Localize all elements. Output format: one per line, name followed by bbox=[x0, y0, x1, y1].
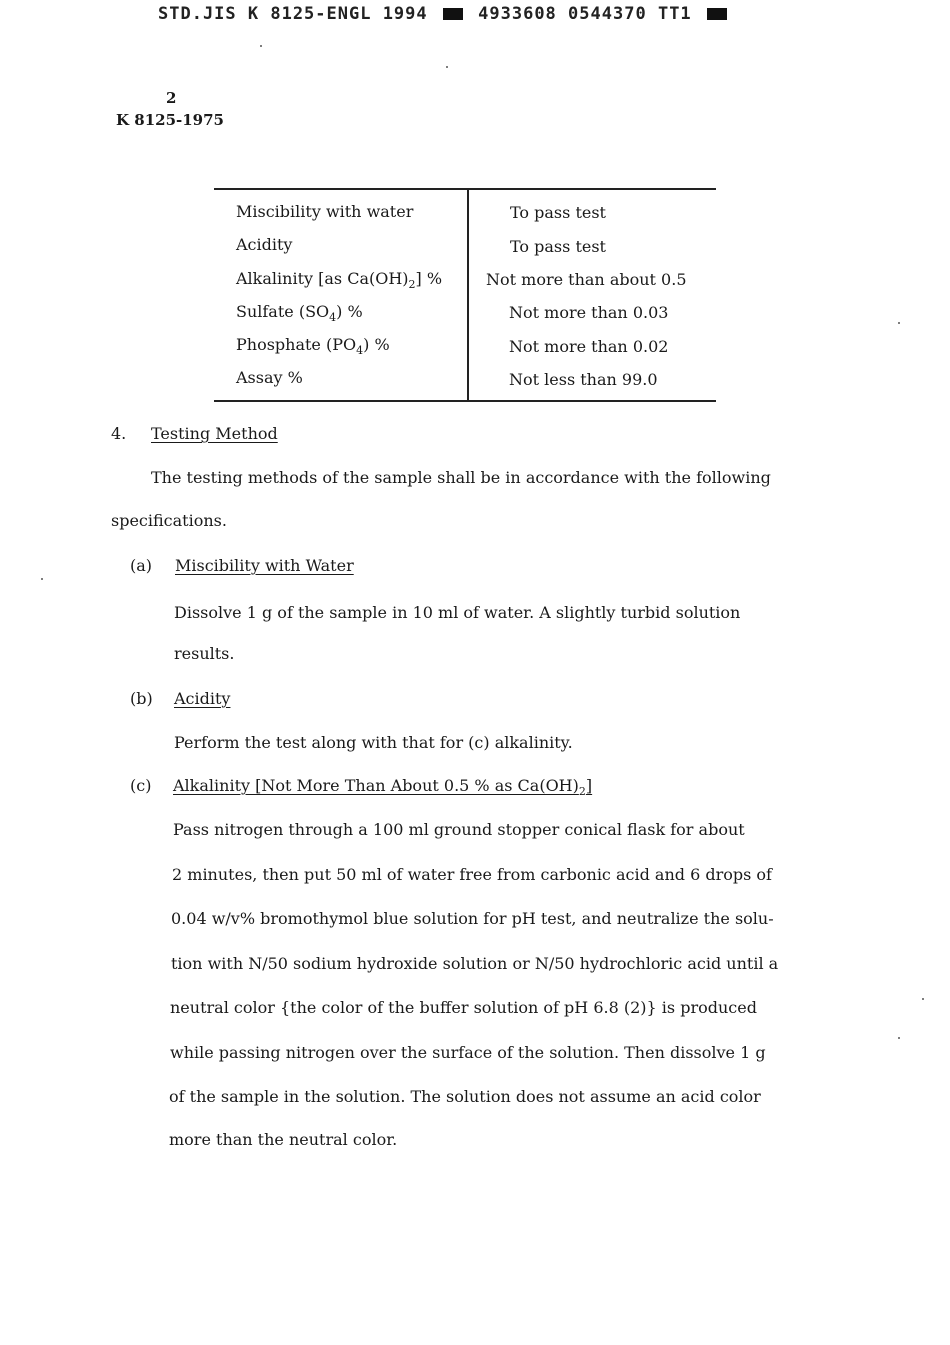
spec-label-alkalinity: Alkalinity [as $Ca(OH)_2$] % bbox=[236, 269, 443, 292]
item-a-line-2: results. bbox=[174, 644, 235, 663]
item-c-line-7: of the sample in the solution. The solution does not assume an acid color bbox=[169, 1087, 761, 1106]
spec-value-assay: Not less than 99.0 bbox=[509, 370, 658, 389]
item-b-title: Acidity bbox=[174, 689, 231, 708]
spec-label-acidity: Acidity bbox=[236, 235, 293, 254]
spec-label-sulfate: Sulfate $(SO_4)$ % bbox=[236, 302, 363, 325]
spec-label-assay: Assay % bbox=[236, 368, 303, 387]
spec-value-alkalinity: Not more than about 0.5 bbox=[486, 270, 687, 289]
scan-speck bbox=[260, 45, 262, 47]
table-column-divider bbox=[467, 188, 469, 401]
scan-speck bbox=[922, 998, 924, 1000]
item-c-line-5: neutral color {the color of the buffer solution of pH 6.8 (2)} is produced bbox=[170, 998, 757, 1017]
item-a-marker: (a) bbox=[130, 556, 153, 575]
item-c-line-2: 2 minutes, then put 50 ml of water free from carbonic acid and 6 drops of bbox=[172, 865, 772, 884]
spec-label-phosphate: Phosphate $(PO_4)$ % bbox=[236, 335, 390, 358]
scan-speck bbox=[898, 1037, 900, 1039]
scan-speck bbox=[446, 66, 448, 68]
table-bottom-rule bbox=[214, 400, 716, 402]
item-c-title: Alkalinity [Not More Than About 0.5 % as $Ca(OH)_2$] bbox=[173, 776, 593, 799]
item-c-line-8: more than the neutral color. bbox=[169, 1130, 398, 1149]
section-intro-line-2: specifications. bbox=[111, 511, 227, 530]
header-code-3: TT1 bbox=[657, 4, 692, 24]
item-c-line-6: while passing nitrogen over the surface of the solution. Then dissolve 1 g bbox=[170, 1043, 766, 1062]
header-black-block-icon bbox=[443, 8, 463, 20]
page-number: 2 bbox=[166, 89, 177, 107]
item-c-line-3: 0.04 w/v% bromothymol blue solution for pH test, and neutralize the solu- bbox=[171, 909, 774, 928]
header-black-block-icon bbox=[707, 8, 727, 20]
item-a-line-1: Dissolve 1 g of the sample in 10 ml of water. A slightly turbid solution bbox=[174, 603, 741, 622]
scan-speck bbox=[41, 578, 43, 580]
item-c-line-4: tion with N/50 sodium hydroxide solution or N/50 hydrochloric acid until a bbox=[171, 954, 779, 973]
table-top-rule bbox=[214, 188, 716, 190]
header-standard-id: STD.JIS K 8125-ENGL 1994 bbox=[158, 4, 428, 24]
document-id: K 8125-1975 bbox=[116, 111, 224, 129]
section-intro-line-1: The testing methods of the sample shall be in accordance with the following bbox=[151, 468, 771, 487]
spec-value-sulfate: Not more than 0.03 bbox=[509, 303, 669, 322]
item-c-marker: (c) bbox=[130, 776, 152, 795]
header-code-1: 4933608 bbox=[478, 4, 557, 24]
running-header bbox=[158, 4, 731, 24]
spec-value-phosphate: Not more than 0.02 bbox=[509, 337, 669, 356]
item-a-title: Miscibility with Water bbox=[175, 556, 354, 575]
section-title: Testing Method bbox=[151, 424, 278, 443]
item-b-marker: (b) bbox=[130, 689, 153, 708]
item-b-line-1: Perform the test along with that for (c) alkalinity. bbox=[174, 733, 573, 752]
spec-label-miscibility: Miscibility with water bbox=[236, 202, 414, 221]
item-c-line-1: Pass nitrogen through a 100 ml ground stopper conical flask for about bbox=[173, 820, 745, 839]
scan-speck bbox=[898, 322, 900, 324]
section-number: 4. bbox=[111, 424, 127, 443]
spec-value-miscibility: To pass test bbox=[510, 203, 606, 222]
spec-value-acidity: To pass test bbox=[510, 237, 606, 256]
header-code-2: 0544370 bbox=[568, 4, 647, 24]
